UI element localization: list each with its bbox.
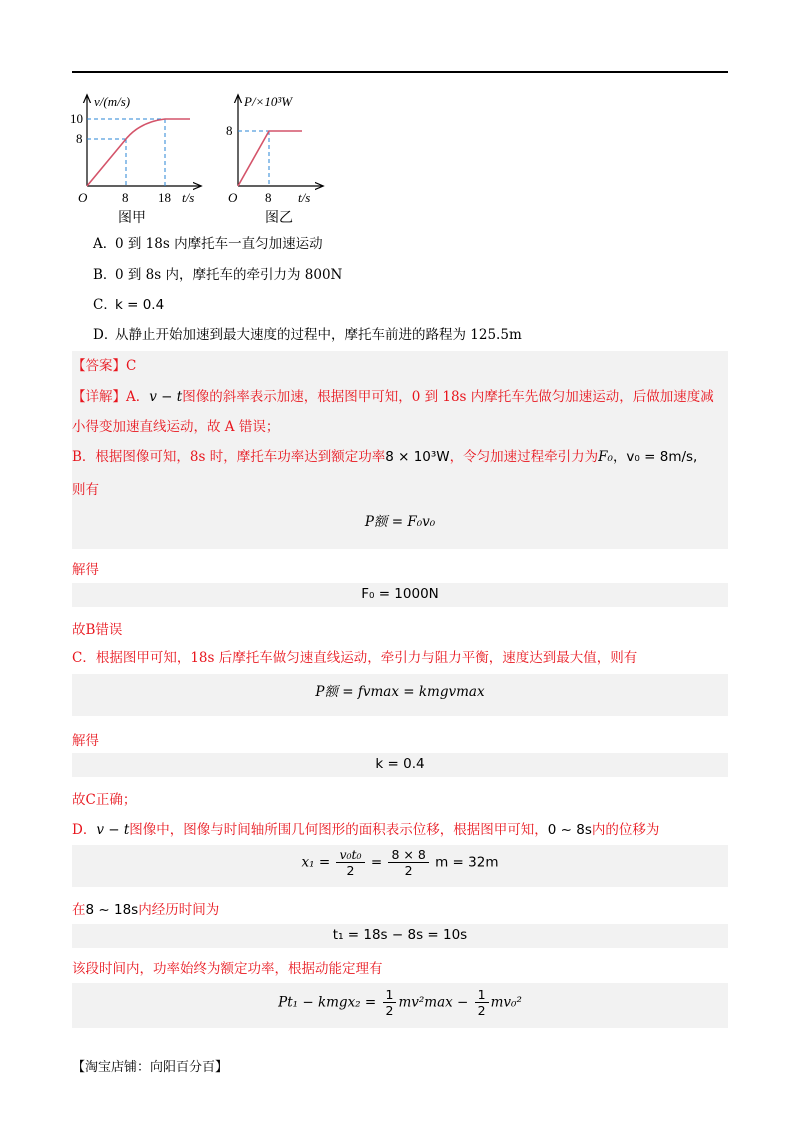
c-conclusion: 故C正确； — [72, 792, 137, 808]
equation-2: F₀ = 1000N — [361, 586, 439, 602]
energy-line: 该段时间内，功率始终为额定功率，根据动能定理有 — [72, 961, 383, 977]
detail-c-line: C．根据图甲可知，18s 后摩托车做匀速直线运动，牵引力与阻力平衡，速度达到最大值，则有 — [72, 650, 638, 666]
equation-4: k = 0.4 — [375, 756, 425, 772]
graph-yi-y-tick-8: 8 — [226, 123, 233, 138]
detail-a-line2: 小得变加速直线运动，故 A 错误； — [72, 419, 280, 435]
equation-5: x₁ = $\frac{\text{v₀t₀}}{2}$ = $\frac{8 \times 8}{2}$ m = 32m — [301, 847, 499, 878]
detail-a-line1: 【详解】A．v − t图像的斜率表示加速，根据图甲可知，0 到 18s 内摩托车先做匀加速运动，后做加速度减 — [72, 389, 714, 405]
graph-jia-x-label: t/s — [182, 190, 195, 204]
detail-d-line: D．v − t图像中，图像与时间轴所围几何图形的面积表示位移，根据图甲可知，0 ~ 8s内的位移为 — [72, 822, 660, 838]
option-a: A．0 到 18s 内摩托车一直匀加速运动 — [93, 236, 323, 252]
graph-jia-x-tick-8: 8 — [122, 190, 129, 204]
graph-yi-x-tick-8: 8 — [265, 190, 272, 204]
graph-yi — [222, 92, 332, 204]
detail-b-line1: B．根据图像可知，8s 时，摩托车功率达到额定功率8 × 10³W，令匀加速过程牵引力为F₀，v₀ = 8m/s, — [72, 449, 698, 465]
answer-line: 【答案】C — [72, 358, 137, 374]
graph-yi-x-label: t/s — [298, 190, 311, 204]
graph-yi-origin: O — [228, 190, 238, 204]
equation-7: Pt₁ − kmgx₂ = $\frac{1}{2}$ mv²max − $\frac{1}{2}$ mv₀² — [278, 987, 522, 1018]
graph-jia — [70, 92, 210, 204]
jiede-1: 解得 — [72, 562, 99, 578]
equation-1: P额 = F₀v₀ — [364, 514, 436, 530]
graph-yi-caption: 图乙 — [265, 210, 293, 226]
option-d: D．从静止开始加速到最大速度的过程中，摩托车前进的路程为 125.5m — [93, 327, 522, 343]
equation-6: t₁ = 18s − 8s = 10s — [332, 927, 468, 943]
detail-b-line2: 则有 — [72, 482, 99, 498]
equation-3: P额 = fvmax = kmgvmax — [315, 684, 485, 700]
graph-jia-y-label: v/(m/s) — [94, 94, 131, 109]
option-b: B．0 到 8s 内，摩托车的牵引力为 800N — [93, 267, 343, 283]
graph-jia-x-tick-18: 18 — [158, 190, 171, 204]
jiede-2: 解得 — [72, 733, 99, 749]
top-rule — [72, 71, 728, 73]
footer-shop: 【淘宝店铺：向阳百分百】 — [72, 1060, 229, 1075]
graph-jia-caption: 图甲 — [118, 210, 146, 226]
option-c: C．k = 0.4 — [93, 297, 165, 313]
interval-line: 在8 ~ 18s内经历时间为 — [72, 902, 220, 918]
b-conclusion: 故B错误 — [72, 622, 123, 638]
graph-jia-origin: O — [78, 190, 88, 204]
graph-yi-y-label: P/×10³W — [244, 94, 293, 109]
graph-jia-y-tick-10: 10 — [70, 111, 83, 126]
graph-jia-y-tick-8: 8 — [76, 131, 83, 146]
